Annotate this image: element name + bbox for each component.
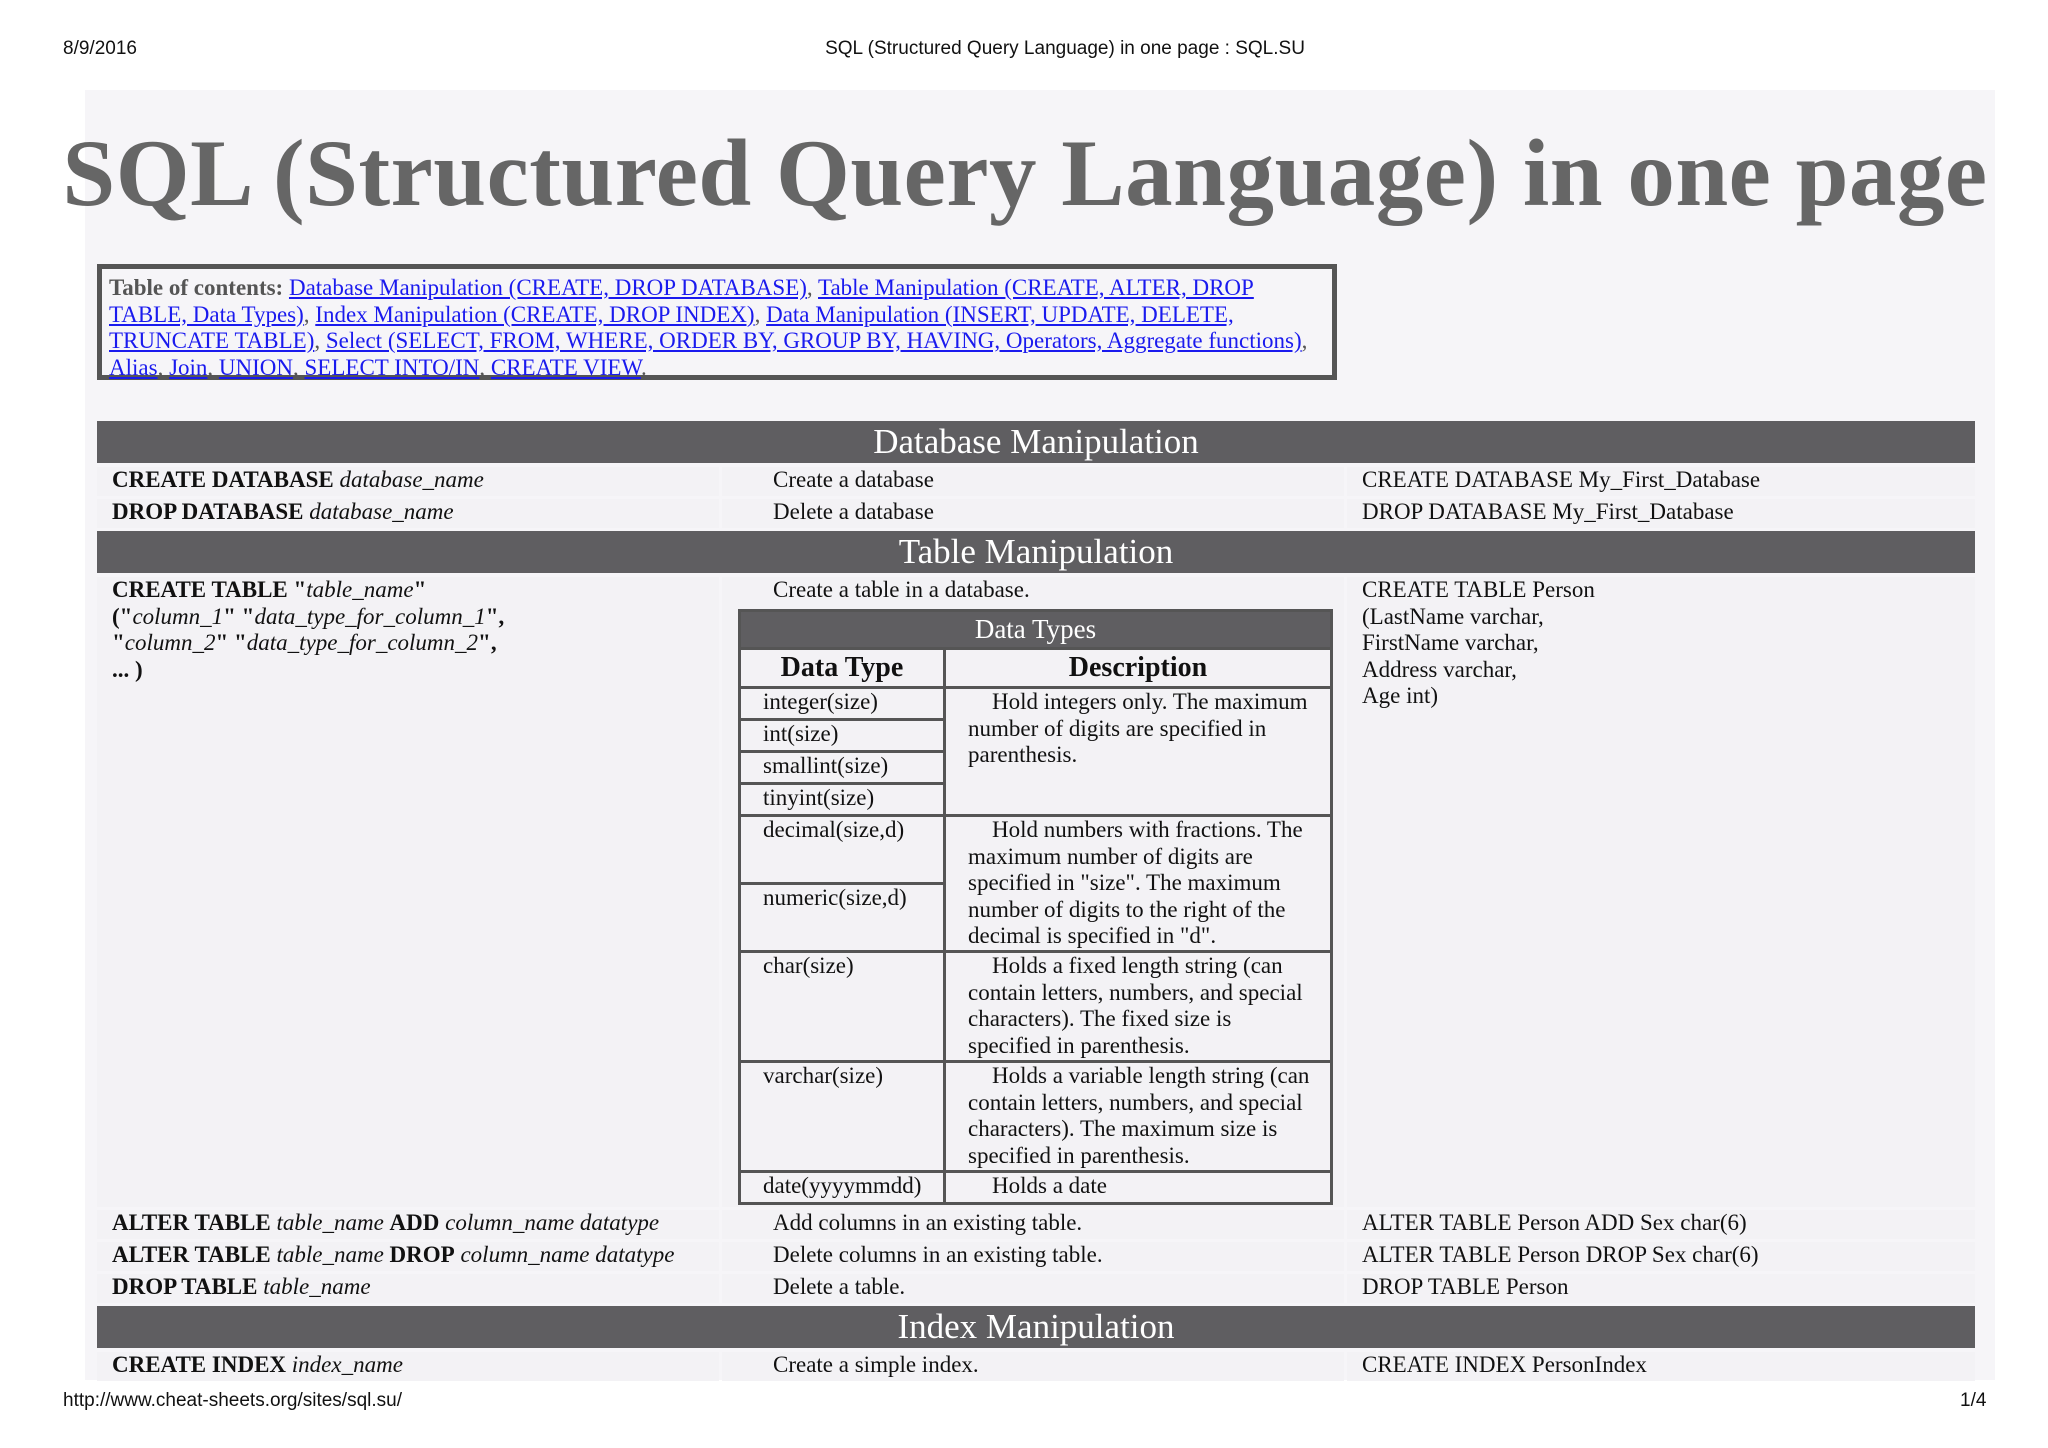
- toc-separator: ,: [1301, 328, 1308, 353]
- data-type-cell: int(size): [740, 720, 945, 752]
- argument: data_type_for_column_1: [254, 603, 486, 629]
- data-type-description: Hold numbers with fractions. The maximum number of digits are specified in "size". The maximum number of digits to the right of the decimal is specified in "d".: [945, 816, 1332, 952]
- argument: database_name: [339, 467, 484, 492]
- example-line: Age int): [1362, 683, 1439, 708]
- toc-separator: ,: [293, 354, 305, 380]
- toc-separator: ,: [314, 328, 326, 353]
- data-type-cell: smallint(size): [740, 752, 945, 784]
- table-row: [97, 1274, 1975, 1303]
- quote: " ": [223, 603, 255, 629]
- keyword: ADD: [389, 1210, 440, 1235]
- data-types-table: [738, 609, 1333, 1205]
- column-header-description: Description: [945, 649, 1332, 688]
- toc-separator: ,: [806, 275, 819, 300]
- keyword: CREATE INDEX: [112, 1352, 287, 1377]
- quote: ": [293, 577, 307, 602]
- argument: column_name datatype: [445, 1210, 660, 1235]
- example-cell: ALTER TABLE Person ADD Sex char(6): [1347, 1210, 1975, 1239]
- data-type-description: Holds a fixed length string (can contain letters, numbers, and special characters). The fixed size is specified in parenthesis.: [945, 952, 1332, 1062]
- keyword: CREATE DATABASE: [112, 467, 334, 492]
- table-of-contents: [97, 264, 1337, 380]
- syntax-cell: [97, 1352, 719, 1381]
- example-cell: CREATE DATABASE My_First_Database: [1347, 467, 1975, 496]
- example-line: CREATE TABLE Person: [1362, 577, 1595, 602]
- table-row: [97, 1210, 1975, 1239]
- print-page-title: SQL (Structured Query Language) in one page : SQL.SU: [825, 38, 1305, 59]
- quote: ": [413, 577, 427, 602]
- toc-link-index-manipulation[interactable]: Index Manipulation (CREATE, DROP INDEX): [315, 301, 755, 327]
- argument: table_name: [276, 1210, 384, 1235]
- example-cell: [1347, 577, 1975, 1207]
- toc-link-union[interactable]: UNION: [218, 354, 294, 380]
- data-type-cell: varchar(size): [740, 1062, 945, 1172]
- data-type-description: Holds a date: [945, 1172, 1332, 1204]
- data-type-description: Hold integers only. The maximum number of digits are specified in parenthesis.: [945, 688, 1332, 816]
- syntax-cell: [97, 1210, 719, 1239]
- toc-label: Table of contents:: [109, 275, 284, 300]
- toc-link-database-manipulation[interactable]: Database Manipulation (CREATE, DROP DATABASE): [288, 275, 807, 300]
- description-cell: Delete columns in an existing table.: [722, 1242, 1344, 1271]
- argument: column_2: [124, 630, 216, 655]
- keyword: DROP TABLE: [112, 1274, 258, 1299]
- data-type-cell: tinyint(size): [740, 784, 945, 816]
- data-type-cell: char(size): [740, 952, 945, 1062]
- column-header-data-type: Data Type: [740, 649, 945, 688]
- toc-separator: ,: [207, 354, 219, 380]
- example-cell: DROP DATABASE My_First_Database: [1347, 499, 1975, 528]
- toc-separator: ,: [754, 301, 767, 327]
- print-footer-url: http://www.cheat-sheets.org/sites/sql.su/: [63, 1390, 402, 1411]
- argument: index_name: [291, 1352, 403, 1377]
- description-cell: Create a simple index.: [722, 1352, 1344, 1381]
- example-line: FirstName varchar,: [1362, 630, 1539, 655]
- argument: table_name: [263, 1274, 371, 1299]
- toc-link-select[interactable]: Select (SELECT, FROM, WHERE, ORDER BY, GROUP BY, HAVING, Operators, Aggregate functions): [325, 328, 1302, 353]
- description-cell: Delete a table.: [722, 1274, 1344, 1303]
- data-type-cell: decimal(size,d): [740, 816, 945, 884]
- argument: data_type_for_column_2: [246, 630, 479, 655]
- toc-separator: ,: [157, 354, 170, 380]
- toc-link-join[interactable]: Join: [169, 354, 208, 380]
- argument: database_name: [309, 499, 454, 524]
- syntax-cell: [97, 1274, 719, 1303]
- open-paren: (": [112, 603, 133, 629]
- syntax-cell: [97, 1242, 719, 1271]
- table-row: [97, 1352, 1975, 1381]
- data-type-cell: numeric(size,d): [740, 884, 945, 952]
- description-cell: Add columns in an existing table.: [722, 1210, 1344, 1239]
- quote: ",: [485, 603, 505, 629]
- toc-link-select-into[interactable]: SELECT INTO/IN: [304, 354, 480, 380]
- keyword: DROP DATABASE: [112, 499, 304, 524]
- print-page-number: 1/4: [1960, 1390, 1987, 1411]
- table-row: [97, 499, 1975, 528]
- argument: table_name: [276, 1242, 384, 1267]
- keyword: ALTER TABLE: [112, 1210, 271, 1235]
- example-cell: DROP TABLE Person: [1347, 1274, 1975, 1303]
- section-header-table-manipulation: Table Manipulation: [97, 531, 1975, 573]
- example-cell: CREATE INDEX PersonIndex: [1347, 1352, 1975, 1381]
- quote: ",: [478, 630, 497, 655]
- keyword: DROP: [389, 1242, 455, 1267]
- keyword: CREATE TABLE: [112, 577, 288, 602]
- data-type-cell: integer(size): [740, 688, 945, 720]
- section-header-index-manipulation: Index Manipulation: [97, 1306, 1975, 1348]
- data-type-description: Holds a variable length string (can contain letters, numbers, and special characters). The maximum size is specified in parenthesis.: [945, 1062, 1332, 1172]
- description-cell: Delete a database: [722, 499, 1344, 528]
- data-type-cell: date(yyyymmdd): [740, 1172, 945, 1204]
- syntax-cell: [97, 467, 719, 496]
- argument: column_1: [132, 603, 224, 629]
- close-paren: ... ): [112, 656, 143, 682]
- toc-separator: ,: [479, 354, 491, 380]
- syntax-cell: [97, 499, 719, 528]
- description-text: Create a table in a database.: [773, 577, 1030, 602]
- quote: ": [112, 630, 125, 655]
- syntax-cell: [97, 577, 719, 1207]
- example-line: (LastName varchar,: [1362, 603, 1544, 629]
- argument: table_name: [306, 577, 414, 602]
- example-line: Address varchar,: [1362, 656, 1517, 682]
- toc-link-alias[interactable]: Alias: [109, 354, 158, 380]
- table-row: [97, 1242, 1975, 1271]
- toc-link-create-view[interactable]: CREATE VIEW: [490, 354, 641, 380]
- keyword: ALTER TABLE: [112, 1242, 271, 1267]
- quote: " ": [215, 630, 247, 655]
- toc-separator: ,: [303, 301, 316, 327]
- example-cell: ALTER TABLE Person DROP Sex char(6): [1347, 1242, 1975, 1271]
- print-date: 8/9/2016: [63, 38, 137, 59]
- toc-link-data-manipulation[interactable]: Data Manipulation (INSERT, UPDATE, DELETE, TRUNCATE TABLE): [109, 301, 1234, 353]
- section-header-database-manipulation: Database Manipulation: [97, 421, 1975, 463]
- argument: column_name datatype: [460, 1242, 675, 1267]
- data-types-caption: Data Types: [740, 611, 1332, 649]
- description-cell: Create a database: [722, 467, 1344, 496]
- page-title: SQL (Structured Query Language) in one page: [62, 120, 1988, 226]
- toc-link-table-manipulation[interactable]: Table Manipulation (CREATE, ALTER, DROP TABLE, Data Types): [109, 275, 1254, 327]
- table-row: [97, 467, 1975, 496]
- toc-end: .: [641, 354, 647, 380]
